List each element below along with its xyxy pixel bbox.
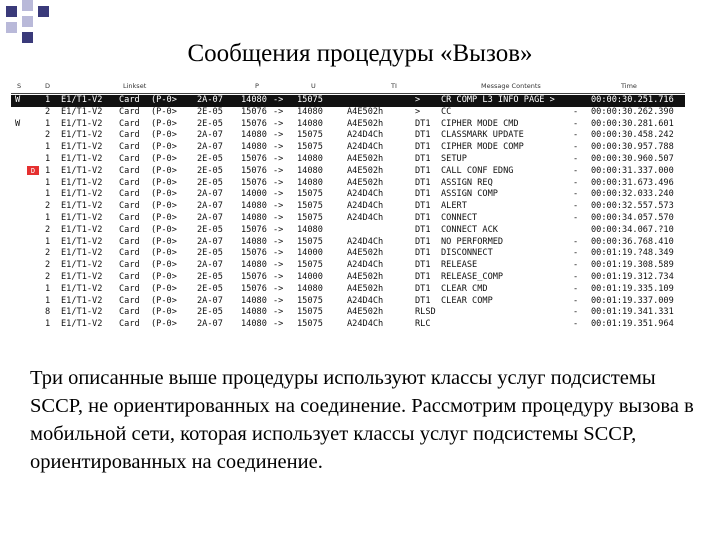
cell-dir: - <box>573 307 579 318</box>
header-u: U <box>311 82 316 90</box>
cell-proto: DT1 <box>415 248 431 259</box>
cell-s: W <box>15 118 21 129</box>
cell-x: 2E-05 <box>197 283 223 294</box>
table-row[interactable] <box>11 272 685 284</box>
corner-decoration <box>0 0 60 42</box>
cell-card: Card <box>119 212 140 223</box>
cell-x: 2E-05 <box>197 271 223 282</box>
cell-dir: - <box>573 189 579 200</box>
cell-u1: 14000 <box>241 189 267 200</box>
cell-time: 00:01:19.312.734 <box>591 271 674 282</box>
cell-pc: (P-0> <box>151 260 177 271</box>
cell-arr: -> <box>273 177 284 188</box>
cell-pc: (P-0> <box>151 153 177 164</box>
table-row[interactable] <box>11 142 685 154</box>
cell-x: 2A-07 <box>197 95 223 105</box>
cell-u2: 15075 <box>297 295 323 306</box>
cell-proto: RLC <box>415 319 431 330</box>
cell-pc: (P-0> <box>151 201 177 212</box>
cell-msg: CLEAR CMD <box>441 283 488 294</box>
cell-d: 2 <box>45 224 51 235</box>
cell-d: 1 <box>45 95 51 105</box>
cell-pc: (P-0> <box>151 142 177 153</box>
cell-linkset: E1/T1-V2 <box>61 153 103 164</box>
cell-x: 2E-05 <box>197 248 223 259</box>
cell-x: 2A-07 <box>197 130 223 141</box>
cell-u2: 14080 <box>297 224 323 235</box>
cell-time: 00:00:32.033.240 <box>591 189 674 200</box>
cell-d: 1 <box>45 189 51 200</box>
cell-time: 00:00:36.768.410 <box>591 236 674 247</box>
cell-pc: (P-0> <box>151 319 177 330</box>
header-p: P <box>255 82 259 90</box>
cell-x: 2E-05 <box>197 153 223 164</box>
cell-u2: 14080 <box>297 106 323 117</box>
cell-u1: 14080 <box>241 201 267 212</box>
cell-u2: 14000 <box>297 271 323 282</box>
cell-arr: -> <box>273 153 284 164</box>
cell-dir: - <box>573 248 579 259</box>
cell-d: 1 <box>45 295 51 306</box>
cell-dir: - <box>573 106 579 117</box>
cell-x: 2A-07 <box>197 260 223 271</box>
cell-x: 2A-07 <box>197 142 223 153</box>
cell-u2: 14080 <box>297 177 323 188</box>
cell-u2: 15075 <box>297 212 323 223</box>
deco-square <box>22 16 33 27</box>
cell-arr: -> <box>273 271 284 282</box>
cell-ti: A4E502h <box>347 165 384 176</box>
cell-d: 8 <box>45 307 51 318</box>
cell-u2: 14080 <box>297 165 323 176</box>
table-row[interactable] <box>11 178 685 190</box>
cell-proto: > <box>415 106 421 117</box>
cell-pc: (P-0> <box>151 106 177 117</box>
header-time: Time <box>621 82 637 90</box>
cell-x: 2A-07 <box>197 236 223 247</box>
cell-dir: - <box>573 295 579 306</box>
cell-dir: - <box>573 236 579 247</box>
cell-time: 00:00:30.960.507 <box>591 153 674 164</box>
cell-card: Card <box>119 118 140 129</box>
cell-x: 2E-05 <box>197 118 223 129</box>
cell-time: 00:00:31.337.000 <box>591 165 674 176</box>
cell-msg: ALERT <box>441 201 467 212</box>
cell-linkset: E1/T1-V2 <box>61 283 103 294</box>
cell-card: Card <box>119 319 140 330</box>
cell-x: 2E-05 <box>197 165 223 176</box>
cell-dir: - <box>573 177 579 188</box>
cell-msg: CIPHER MODE COMP <box>441 142 524 153</box>
cell-u1: 14080 <box>241 307 267 318</box>
cell-proto: DT1 <box>415 224 431 235</box>
cell-x: 2E-05 <box>197 106 223 117</box>
cell-time: 00:00:34.067.?10 <box>591 224 674 235</box>
cell-ti: A4E502h <box>347 153 384 164</box>
cell-card: Card <box>119 201 140 212</box>
cell-u1: 15076 <box>241 271 267 282</box>
cell-proto: RLSD <box>415 307 436 318</box>
cell-d: 2 <box>45 248 51 259</box>
cell-ti: A24D4Ch <box>347 201 384 212</box>
cell-ti: A24D4Ch <box>347 142 384 153</box>
slide-title: Сообщения процедуры «Вызов» <box>187 40 533 67</box>
cell-card: Card <box>119 283 140 294</box>
cell-arr: -> <box>273 165 284 176</box>
cell-proto: DT1 <box>415 260 431 271</box>
cell-card: Card <box>119 224 140 235</box>
table-row[interactable] <box>11 107 685 119</box>
cell-u1: 15076 <box>241 106 267 117</box>
cell-d: 1 <box>45 236 51 247</box>
cell-linkset: E1/T1-V2 <box>61 165 103 176</box>
cell-d: 1 <box>45 283 51 294</box>
cell-dir: - <box>573 165 579 176</box>
cell-time: 00:00:30.281.601 <box>591 118 674 129</box>
cell-ti: A4E502h <box>347 248 384 259</box>
cell-msg: ASSIGN COMP <box>441 189 498 200</box>
cell-proto: DT1 <box>415 295 431 306</box>
cell-ti: A24D4Ch <box>347 236 384 247</box>
header-message-contents: Message Contents <box>481 82 541 90</box>
cell-u1: 14080 <box>241 236 267 247</box>
cell-d: 2 <box>45 106 51 117</box>
table-row[interactable] <box>11 130 685 142</box>
cell-dir: - <box>573 212 579 223</box>
cell-arr: -> <box>273 295 284 306</box>
cell-dir: - <box>573 201 579 212</box>
cell-arr: -> <box>273 95 284 105</box>
cell-ti: A24D4Ch <box>347 295 384 306</box>
table-row[interactable] <box>11 189 685 201</box>
cell-ti: A24D4Ch <box>347 189 384 200</box>
cell-ti: A4E502h <box>347 177 384 188</box>
cell-time: 00:01:19.341.331 <box>591 307 674 318</box>
cell-proto: DT1 <box>415 212 431 223</box>
table-row[interactable] <box>11 225 685 237</box>
cell-u2: 14080 <box>297 118 323 129</box>
cell-card: Card <box>119 95 140 105</box>
table-row[interactable] <box>11 213 685 225</box>
cell-msg: NO PERFORMED <box>441 236 504 247</box>
cell-u1: 15076 <box>241 283 267 294</box>
cell-msg: RELEASE <box>441 260 478 271</box>
cell-pc: (P-0> <box>151 189 177 200</box>
cell-d: 1 <box>45 319 51 330</box>
cell-u2: 15075 <box>297 260 323 271</box>
cell-pc: (P-0> <box>151 95 177 105</box>
cell-u2: 15075 <box>297 201 323 212</box>
cell-linkset: E1/T1-V2 <box>61 307 103 318</box>
cell-proto: DT1 <box>415 189 431 200</box>
cell-card: Card <box>119 142 140 153</box>
cell-u1: 15076 <box>241 165 267 176</box>
cell-pc: (P-0> <box>151 248 177 259</box>
cell-msg: DISCONNECT <box>441 248 493 259</box>
cell-proto: DT1 <box>415 283 431 294</box>
cell-time: 00:01:19.?48.349 <box>591 248 674 259</box>
cell-x: 2A-07 <box>197 201 223 212</box>
table-row[interactable] <box>11 119 685 131</box>
cell-u1: 14080 <box>241 142 267 153</box>
deco-square <box>6 6 17 17</box>
cell-pc: (P-0> <box>151 271 177 282</box>
cell-proto: DT1 <box>415 118 431 129</box>
cell-u2: 15075 <box>297 95 323 105</box>
cell-pc: (P-0> <box>151 118 177 129</box>
cell-time: 00:01:19.335.109 <box>591 283 674 294</box>
cell-pc: (P-0> <box>151 236 177 247</box>
cell-dir: - <box>573 271 579 282</box>
cell-arr: -> <box>273 283 284 294</box>
cell-arr: -> <box>273 260 284 271</box>
cell-time: 00:00:30.251.716 <box>591 95 674 105</box>
cell-arr: -> <box>273 118 284 129</box>
cell-time: 00:01:19.351.964 <box>591 319 674 330</box>
cell-x: 2A-07 <box>197 189 223 200</box>
cell-u1: 14080 <box>241 95 267 105</box>
table-row[interactable] <box>11 319 685 331</box>
cell-card: Card <box>119 260 140 271</box>
cell-proto: DT1 <box>415 153 431 164</box>
cell-card: Card <box>119 248 140 259</box>
cell-linkset: E1/T1-V2 <box>61 177 103 188</box>
cell-proto: DT1 <box>415 236 431 247</box>
cell-linkset: E1/T1-V2 <box>61 95 103 105</box>
cell-x: 2E-05 <box>197 224 223 235</box>
cell-pc: (P-0> <box>151 295 177 306</box>
cell-ti: A4E502h <box>347 283 384 294</box>
cell-linkset: E1/T1-V2 <box>61 189 103 200</box>
table-row[interactable] <box>11 260 685 272</box>
cell-time: 00:00:32.557.573 <box>591 201 674 212</box>
header-s: S <box>17 82 22 90</box>
cell-proto: DT1 <box>415 165 431 176</box>
cell-card: Card <box>119 236 140 247</box>
cell-time: 00:00:30.262.390 <box>591 106 674 117</box>
cell-d: 1 <box>45 118 51 129</box>
cell-msg: CLEAR COMP <box>441 295 493 306</box>
cell-ti: A4E502h <box>347 271 384 282</box>
table-row[interactable] <box>11 154 685 166</box>
cell-s: W <box>15 95 21 105</box>
cell-arr: -> <box>273 307 284 318</box>
cell-dir: - <box>573 319 579 330</box>
cell-arr: -> <box>273 236 284 247</box>
cell-msg: CALL CONF EDNG <box>441 165 514 176</box>
cell-u1: 14080 <box>241 319 267 330</box>
table-row[interactable] <box>11 201 685 213</box>
cell-d: 2 <box>45 130 51 141</box>
cell-card: Card <box>119 177 140 188</box>
cell-proto: DT1 <box>415 130 431 141</box>
cell-pc: (P-0> <box>151 224 177 235</box>
cell-linkset: E1/T1-V2 <box>61 295 103 306</box>
message-trace-table <box>11 82 685 331</box>
header-d: D <box>45 82 51 90</box>
cell-msg: CC <box>441 106 452 117</box>
cell-u2: 15075 <box>297 319 323 330</box>
cell-pc: (P-0> <box>151 177 177 188</box>
cell-linkset: E1/T1-V2 <box>61 271 103 282</box>
cell-dir: - <box>573 130 579 141</box>
cell-u1: 15076 <box>241 248 267 259</box>
cell-linkset: E1/T1-V2 <box>61 201 103 212</box>
cell-u1: 14080 <box>241 295 267 306</box>
cell-msg: CLASSMARK UPDATE <box>441 130 524 141</box>
cell-arr: -> <box>273 248 284 259</box>
cell-linkset: E1/T1-V2 <box>61 248 103 259</box>
cell-linkset: E1/T1-V2 <box>61 130 103 141</box>
cell-card: Card <box>119 307 140 318</box>
cell-proto: DT1 <box>415 142 431 153</box>
cell-ti: A4E502h <box>347 118 384 129</box>
cell-u2: 15075 <box>297 189 323 200</box>
cell-card: Card <box>119 189 140 200</box>
cell-ti: A4E502h <box>347 307 384 318</box>
cell-card: Card <box>119 130 140 141</box>
cell-ti: A24D4Ch <box>347 130 384 141</box>
cell-dir: - <box>573 153 579 164</box>
cell-pc: (P-0> <box>151 283 177 294</box>
table-row[interactable] <box>11 284 685 296</box>
cell-card: Card <box>119 295 140 306</box>
cell-linkset: E1/T1-V2 <box>61 106 103 117</box>
cell-msg: RELEASE_COMP <box>441 271 504 282</box>
cell-d: 1 <box>45 153 51 164</box>
cell-card: Card <box>119 271 140 282</box>
table-row[interactable] <box>11 95 685 107</box>
cell-linkset: E1/T1-V2 <box>61 224 103 235</box>
cell-pc: (P-0> <box>151 307 177 318</box>
cell-x: 2E-05 <box>197 307 223 318</box>
cell-d: 1 <box>45 212 51 223</box>
cell-x: 2E-05 <box>197 177 223 188</box>
cell-u1: 15076 <box>241 224 267 235</box>
cell-dir: - <box>573 142 579 153</box>
cell-d: 1 <box>45 165 51 176</box>
cell-arr: -> <box>273 212 284 223</box>
cell-u1: 14080 <box>241 260 267 271</box>
cell-msg: CIPHER MODE CMD <box>441 118 519 129</box>
cell-proto: > <box>415 95 421 105</box>
table-body <box>11 95 685 331</box>
cell-u2: 15075 <box>297 307 323 318</box>
cell-pc: (P-0> <box>151 212 177 223</box>
table-row[interactable] <box>11 237 685 249</box>
cell-x: 2A-07 <box>197 295 223 306</box>
deco-square <box>6 22 17 33</box>
cell-linkset: E1/T1-V2 <box>61 260 103 271</box>
header-ti: TI <box>391 82 397 90</box>
cell-time: 00:00:31.673.496 <box>591 177 674 188</box>
table-row[interactable] <box>11 307 685 319</box>
cell-linkset: E1/T1-V2 <box>61 142 103 153</box>
cell-u2: 14080 <box>297 153 323 164</box>
cell-time: 00:01:19.337.009 <box>591 295 674 306</box>
cell-d: 1 <box>45 177 51 188</box>
cell-time: 00:01:19.308.589 <box>591 260 674 271</box>
cell-card: Card <box>119 153 140 164</box>
cell-time: 00:00:34.057.570 <box>591 212 674 223</box>
cell-msg: CR COMP L3 INFO PAGE > <box>441 95 555 105</box>
deco-square <box>22 0 33 11</box>
cell-dir: - <box>573 118 579 129</box>
cell-proto: DT1 <box>415 271 431 282</box>
cell-u2: 14080 <box>297 283 323 294</box>
cell-linkset: E1/T1-V2 <box>61 118 103 129</box>
table-header <box>11 82 685 94</box>
cell-card: Card <box>119 165 140 176</box>
cell-u1: 14080 <box>241 212 267 223</box>
cell-arr: -> <box>273 201 284 212</box>
cell-msg: ASSIGN REQ <box>441 177 493 188</box>
error-marker: D <box>27 166 39 175</box>
cell-u1: 15076 <box>241 153 267 164</box>
cell-proto: DT1 <box>415 177 431 188</box>
cell-d: 2 <box>45 260 51 271</box>
cell-arr: -> <box>273 130 284 141</box>
cell-dir: - <box>573 283 579 294</box>
cell-ti: A24D4Ch <box>347 212 384 223</box>
cell-d: 2 <box>45 271 51 282</box>
cell-u1: 15076 <box>241 118 267 129</box>
cell-linkset: E1/T1-V2 <box>61 212 103 223</box>
cell-dir: - <box>573 260 579 271</box>
body-paragraph: Три описанные выше процедуры используют классы услуг подсистемы SCCP, не ориентированных на соединение. Рассмотрим процедуру вызова в мобильной сети, которая использует классы услуг подсистемы SCCP, ориентированных на соединение. <box>30 367 694 473</box>
cell-u1: 14080 <box>241 130 267 141</box>
cell-arr: -> <box>273 142 284 153</box>
table-row[interactable] <box>11 166 685 178</box>
cell-pc: (P-0> <box>151 165 177 176</box>
cell-d: 1 <box>45 142 51 153</box>
cell-u1: 15076 <box>241 177 267 188</box>
cell-arr: -> <box>273 319 284 330</box>
cell-x: 2A-07 <box>197 212 223 223</box>
deco-square <box>38 6 49 17</box>
cell-arr: -> <box>273 224 284 235</box>
cell-linkset: E1/T1-V2 <box>61 236 103 247</box>
table-row[interactable] <box>11 296 685 308</box>
cell-msg: SETUP <box>441 153 467 164</box>
cell-u2: 15075 <box>297 142 323 153</box>
cell-proto: DT1 <box>415 201 431 212</box>
cell-arr: -> <box>273 189 284 200</box>
cell-ti: A4E502h <box>347 106 384 117</box>
cell-time: 00:00:30.458.242 <box>591 130 674 141</box>
cell-d: 2 <box>45 201 51 212</box>
cell-arr: -> <box>273 106 284 117</box>
cell-msg: CONNECT ACK <box>441 224 498 235</box>
cell-u2: 15075 <box>297 236 323 247</box>
cell-time: 00:00:30.957.788 <box>591 142 674 153</box>
cell-ti: A24D4Ch <box>347 260 384 271</box>
cell-u2: 15075 <box>297 130 323 141</box>
cell-pc: (P-0> <box>151 130 177 141</box>
header-linkset: Linkset <box>123 82 147 90</box>
cell-card: Card <box>119 106 140 117</box>
cell-x: 2A-07 <box>197 319 223 330</box>
cell-u2: 14000 <box>297 248 323 259</box>
cell-msg: CONNECT <box>441 212 478 223</box>
cell-ti: A24D4Ch <box>347 319 384 330</box>
cell-linkset: E1/T1-V2 <box>61 319 103 330</box>
table-row[interactable] <box>11 248 685 260</box>
